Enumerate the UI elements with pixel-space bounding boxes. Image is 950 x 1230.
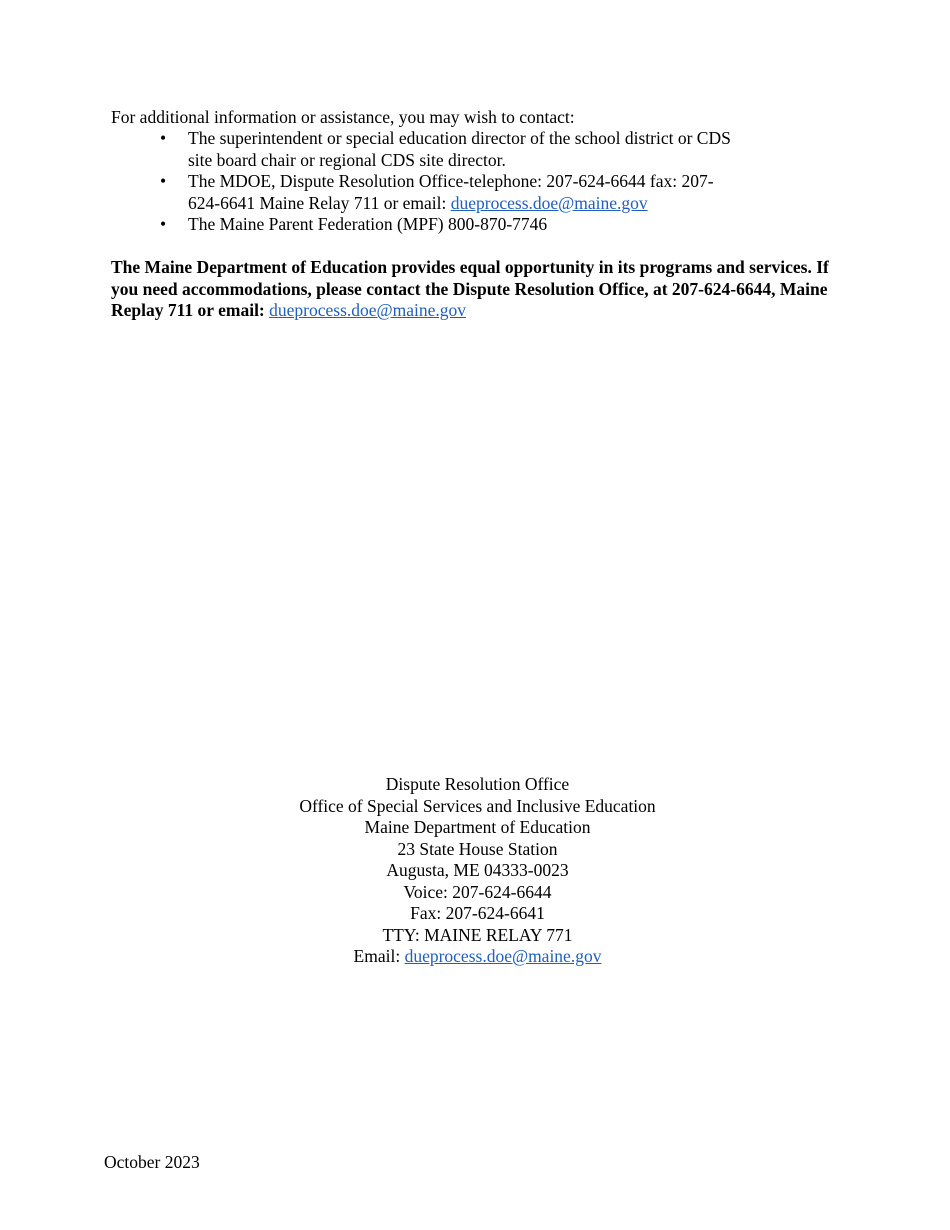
list-item [160, 214, 800, 236]
list-item [160, 128, 800, 171]
contact-text: site board chair or regional CDS site director. [188, 149, 506, 170]
contact-text: The superintendent or special education director of the school district or CDS [188, 128, 731, 148]
office-name: Dispute Resolution Office [385, 774, 570, 794]
division-name: Office of Special Services and Inclusive Education [299, 795, 656, 816]
street-address: 23 State House Station [397, 838, 558, 859]
tty-number: TTY: MAINE RELAY 771 [382, 924, 573, 945]
bullet-icon: • [160, 214, 167, 234]
fax-number: Fax: 207-624-6641 [410, 903, 545, 923]
contact-list [160, 128, 800, 236]
footer-date: October 2023 [104, 1152, 200, 1172]
bullet-icon: • [160, 171, 167, 191]
list-item [160, 171, 800, 214]
notice-text: The Maine Department of Education provides equal opportunity in its programs and services. If you need accommodations, please contact the Dispute Resolution Office, at 207-624-6644, Maine Replay 711 or email: [111, 257, 829, 320]
email-label: Email: [353, 946, 405, 966]
voice-number: Voice: 207-624-6644 [403, 881, 552, 902]
email-line [0, 946, 950, 968]
equal-opportunity-notice [111, 257, 851, 322]
city-state-zip: Augusta, ME 04333-0023 [386, 860, 569, 880]
contact-text: 624-6641 Maine Relay 711 or email: [188, 192, 451, 213]
email-link[interactable]: dueprocess.doe@maine.gov [404, 946, 602, 966]
bullet-icon: • [160, 128, 167, 148]
intro-text: For additional information or assistance, you may wish to contact: [111, 107, 575, 127]
email-link[interactable]: dueprocess.doe@maine.gov [450, 192, 648, 213]
department-name: Maine Department of Education [364, 817, 591, 837]
contact-text: The MDOE, Dispute Resolution Office-telephone: 207-624-6644 fax: 207- [188, 171, 714, 191]
contact-text: The Maine Parent Federation (MPF) 800-870-7746 [188, 214, 548, 234]
email-link[interactable]: dueprocess.doe@maine.gov [269, 300, 467, 320]
office-address-block [0, 774, 950, 968]
